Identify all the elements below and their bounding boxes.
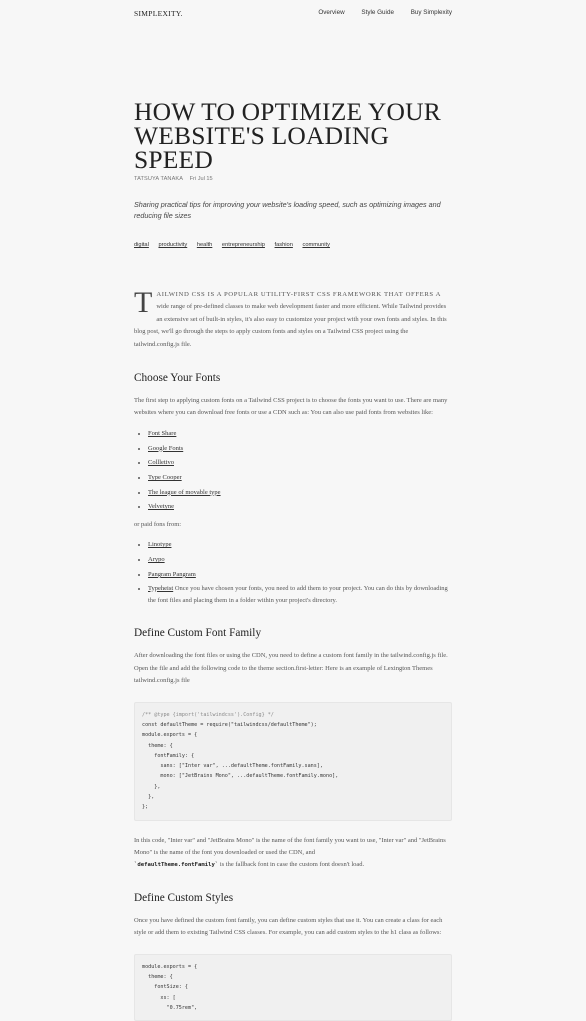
tag-link[interactable]: health <box>196 242 213 248</box>
code-line: theme: { <box>142 973 173 980</box>
tag-link[interactable]: fashion <box>274 242 293 248</box>
code-line: module.exports = { <box>142 732 198 739</box>
post-subtitle: Sharing practical tips for improving your website's loading speed, such as optimizing images and reducing file sizes <box>134 200 441 220</box>
list-item <box>148 486 452 501</box>
intro-lead: AILWIND CSS IS A POPULAR UTILITY-FIRST CSS FRAMEWORK THAT OFFERS A <box>156 291 442 298</box>
inline-code: `defaultTheme.fontFamily` <box>134 862 219 869</box>
code-line: mono: ["JetBrains Mono", ...defaultTheme.fontFamily.mono], <box>142 773 339 780</box>
code-line: }, <box>142 793 155 800</box>
top-nav <box>134 9 452 21</box>
font-link[interactable]: Collletivo <box>148 459 174 467</box>
post-author: TATSUYA TANAKA <box>134 176 184 182</box>
list-item <box>148 471 452 486</box>
list-item <box>148 553 452 568</box>
intro-rest: wide range of pre-defined classes to make web development faster and more efficient. While Tailwind provides an extensive set of built-in styles, it's also easy to customize your project with your own fonts and styles. In this blog post, we'll go through the steps to apply custom fonts and styles on a Tailwind CSS project using the tailwind.config.js file. <box>134 303 447 348</box>
drop-cap: T <box>134 286 153 319</box>
font-link[interactable]: Google Fonts <box>148 444 184 452</box>
font-link[interactable]: Type Cooper <box>148 473 182 481</box>
nav-link-buy[interactable]: Buy Simplexity <box>410 9 452 16</box>
code-line: xs: [ <box>142 994 176 1001</box>
section-heading-custom-styles: Define Custom Styles <box>134 891 234 904</box>
explanation-tail: is the fallback font in case the custom font doesn't load. <box>218 861 365 869</box>
post-title: HOW TO OPTIMIZE YOUR WEBSITE'S LOADING SPEED <box>134 97 441 174</box>
list-item <box>148 500 452 515</box>
font-link[interactable]: Typeheist <box>148 584 174 592</box>
tag-link[interactable]: digital <box>134 242 149 248</box>
free-fonts-list <box>134 427 452 515</box>
code-line: }; <box>142 804 149 811</box>
intro-paragraph <box>134 286 452 351</box>
list-item <box>148 442 452 457</box>
tag-list <box>134 242 452 248</box>
code-line: }, <box>142 783 161 790</box>
section-paragraph: The first step to applying custom fonts on a Tailwind CSS project is to choose the fonts you want to use. There are many websites where you can download free fonts or use a CDN such as: You can also use paid fonts from websites like: <box>134 397 448 417</box>
explanation-text: In this code, "Inter var" and "JetBrains Mono" is the name of the font family you want to use, "Inter var" and "JetBrains Mono" is the name of the font you downloaded or used the CDN, and <box>134 836 446 856</box>
nav-links <box>303 9 452 16</box>
post-date: Fri Jul 15 <box>189 176 213 182</box>
article <box>134 97 452 1021</box>
tag-link[interactable]: entrepreneurship <box>221 242 265 248</box>
tag-link[interactable]: community <box>302 242 330 248</box>
code-line: theme: { <box>142 742 173 749</box>
font-link[interactable]: Pangram Pangram <box>148 570 196 578</box>
section-paragraph: Once you have defined the custom font family, you can define custom styles that use it. You can create a class for each style or add them to existing Tailwind CSS classes. For example, you can add custom styles to the h1 class as follows: <box>134 916 443 937</box>
section-paragraph: After downloading the font files or using the CDN, you need to define a custom font family in the tailwind.config.js file. Open the file and add the following code to the theme section.first-letter: Here is an example of Lexington Themes tailwind.config.js file <box>134 652 448 685</box>
font-link[interactable]: Linotype <box>148 541 172 549</box>
nav-link-style-guide[interactable]: Style Guide <box>361 9 394 16</box>
code-line: sans: ["Inter var", ...defaultTheme.fontFamily.sans], <box>142 763 323 770</box>
site-logo[interactable]: SIMPLEXITY. <box>134 9 183 18</box>
list-item <box>148 456 452 471</box>
list-item <box>148 538 452 553</box>
code-line: fontFamily: { <box>142 752 195 759</box>
list-item <box>148 427 452 442</box>
code-block <box>134 954 452 1021</box>
code-block <box>134 702 452 821</box>
section-heading-font-family: Define Custom Font Family <box>134 627 262 640</box>
list-item-text: Once you have chosen your fonts, you need to add them to your project. You can do this by downloading the font files and placing them in a folder within your project's directory. <box>148 584 448 604</box>
paid-fonts-intro: or paid fons from: <box>134 521 182 529</box>
font-link[interactable]: Font Share <box>148 429 177 437</box>
section-paragraph <box>134 835 452 872</box>
font-link[interactable]: The league of movable type <box>148 488 221 496</box>
font-link[interactable]: Velvetyne <box>148 503 174 511</box>
code-line: fontSize: { <box>142 984 189 991</box>
nav-link-overview[interactable]: Overview <box>318 9 345 16</box>
list-item <box>148 583 452 608</box>
paid-fonts-list <box>134 538 452 607</box>
font-link[interactable]: Arypo <box>148 556 165 564</box>
code-line: /** @type {import('tailwindcss').Config} */ <box>142 711 274 718</box>
section-heading-fonts: Choose Your Fonts <box>134 372 221 385</box>
code-line: "0.75rem", <box>142 1004 198 1011</box>
list-item <box>148 568 452 583</box>
code-line: const defaultTheme = require("tailwindcss/defaultTheme"); <box>142 721 317 728</box>
tag-link[interactable]: productivity <box>158 242 188 248</box>
code-line: module.exports = { <box>142 963 198 970</box>
post-meta <box>134 176 452 182</box>
